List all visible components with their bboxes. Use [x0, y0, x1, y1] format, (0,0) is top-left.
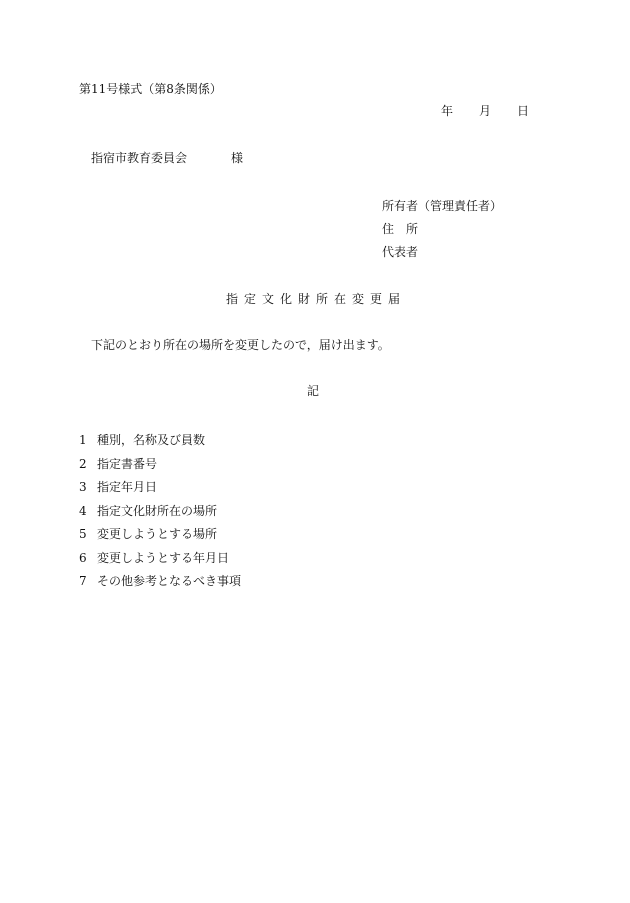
form-number: 第11号様式（第8条関係） [79, 82, 222, 96]
item-text: 指定年月日 [97, 480, 158, 494]
list-item [79, 547, 241, 571]
date-month: 月 [479, 104, 492, 118]
item-number: 4 [79, 503, 87, 518]
owner-label: 所有者（管理責任者） [382, 199, 503, 213]
body-text: 下記のとおり所在の場所を変更したので，届け出ます。 [91, 338, 390, 352]
item-text: 変更しようとする年月日 [97, 550, 230, 565]
document-title: 指定文化財所在変更届 [226, 292, 407, 306]
item-text: その他参考となるべき事項 [97, 574, 242, 588]
addressee-name: 指宿市教育委員会 [91, 151, 188, 165]
item-text: 種別，名称及び員数 [97, 433, 206, 447]
date-year: 年 [441, 104, 454, 118]
item-number: 6 [79, 550, 87, 565]
item-text: 変更しようとする場所 [97, 527, 218, 541]
addressee-honorific: 様 [231, 151, 244, 165]
list-item [79, 500, 241, 524]
item-text: 指定書番号 [97, 456, 158, 471]
list-item [79, 570, 241, 594]
item-number: 7 [79, 574, 87, 588]
owner-block [382, 195, 502, 264]
addressee [91, 149, 243, 166]
item-text: 指定文化財所在の場所 [97, 503, 218, 518]
item-list [79, 429, 241, 594]
list-item [79, 523, 241, 547]
list-item [79, 429, 241, 453]
list-item [79, 453, 241, 477]
list-item [79, 476, 241, 500]
date-line [441, 102, 529, 119]
item-number: 1 [79, 433, 87, 447]
item-number: 3 [79, 480, 87, 494]
owner-address-label: 住 所 [382, 222, 419, 236]
ki-heading: 記 [307, 384, 320, 398]
owner-representative-label: 代表者 [382, 245, 419, 259]
item-number: 5 [79, 527, 87, 541]
date-day: 日 [517, 104, 530, 118]
item-number: 2 [79, 456, 87, 471]
